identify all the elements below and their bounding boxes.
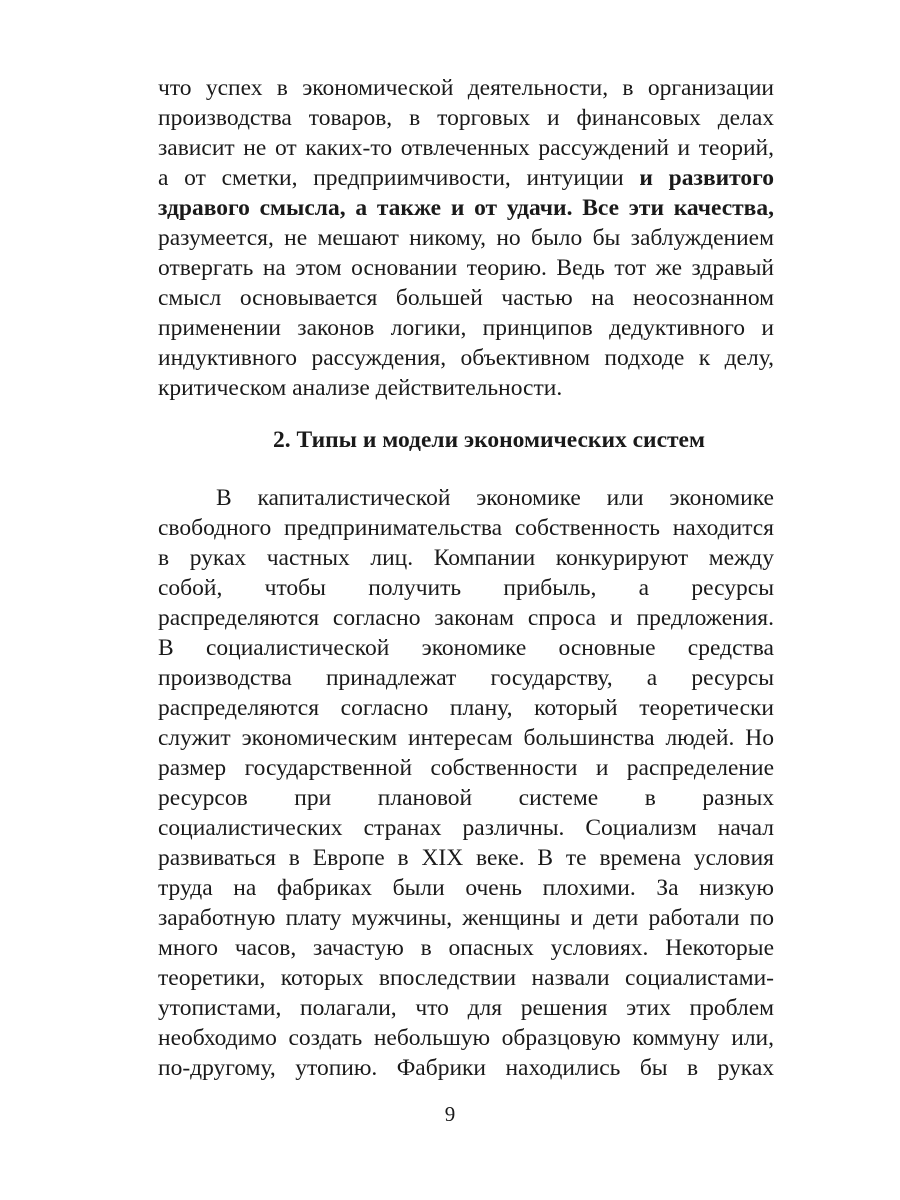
page-number: 9: [444, 1102, 456, 1126]
text-line: смысл основывается большей частью на неосознанном: [158, 285, 774, 311]
page-body: [158, 73, 774, 1083]
text-line: [158, 193, 774, 223]
text-line: В капиталистической экономике или экономике: [216, 485, 774, 511]
text-line: по-другому, утопию. Фабрики находились бы в руках: [158, 1055, 774, 1081]
text-line: теоретики, которых впоследствии назвали социалистами-: [158, 965, 774, 991]
text-line: необходимо создать небольшую образцовую коммуну или,: [158, 1025, 774, 1051]
text-line: критическом анализе действительности.: [158, 375, 563, 401]
text-line: много часов, зачастую в опасных условиях. Некоторые: [158, 935, 774, 961]
section-heading: 2. Типы и модели экономических систем: [272, 427, 705, 453]
text-line: применении законов логики, принципов дедуктивного и: [158, 315, 774, 341]
text-bold: здравого смысла, а также и от удачи. Все эти качества,: [158, 195, 774, 221]
text-line: распределяются согласно плану, который теоретически: [158, 695, 774, 721]
text-line: социалистических странах различны. Социализм начал: [158, 815, 774, 841]
text-line: в руках частных лиц. Компании конкурируют между: [158, 545, 774, 571]
text-line: служит экономическим интересам большинства людей. Но: [158, 725, 774, 751]
text-line: развиваться в Европе в XIX веке. В те времена условия: [158, 845, 774, 871]
text-line: разумеется, не мешают никому, но было бы заблуждением: [158, 225, 774, 251]
paragraph: [158, 483, 774, 1083]
text-line: [158, 163, 774, 193]
text-line: отвергать на этом основании теорию. Ведь тот же здравый: [158, 255, 774, 281]
text-line: зависит не от каких-то отвлеченных рассуждений и теорий,: [158, 135, 774, 161]
text-line: производства товаров, в торговых и финансовых делах: [158, 105, 774, 131]
text-line: распределяются согласно законам спроса и предложения.: [158, 605, 774, 631]
paragraph-continuation: [158, 73, 774, 403]
text-line: свободного предпринимательства собственность находится: [158, 515, 774, 541]
text-line: В социалистической экономике основные средства: [158, 635, 774, 661]
text-line: производства принадлежат государству, а ресурсы: [158, 665, 774, 691]
text-bold: и развитого: [639, 165, 774, 191]
text-line: ресурсов при плановой системе в разных: [158, 785, 774, 811]
text-line: труда на фабриках были очень плохими. За низкую: [158, 875, 774, 901]
text-line: собой, чтобы получить прибыль, а ресурсы: [158, 575, 774, 601]
text-line: утопистами, полагали, что для решения этих проблем: [158, 995, 774, 1021]
text-line: размер государственной собственности и распределение: [158, 755, 774, 781]
text-line: что успех в экономической деятельности, в организации: [158, 75, 774, 101]
text-line: индуктивного рассуждения, объективном подходе к делу,: [158, 345, 774, 371]
text-plain: а от сметки, предприимчивости, интуиции: [158, 165, 640, 191]
text-line: заработную плату мужчины, женщины и дети работали по: [158, 905, 774, 931]
